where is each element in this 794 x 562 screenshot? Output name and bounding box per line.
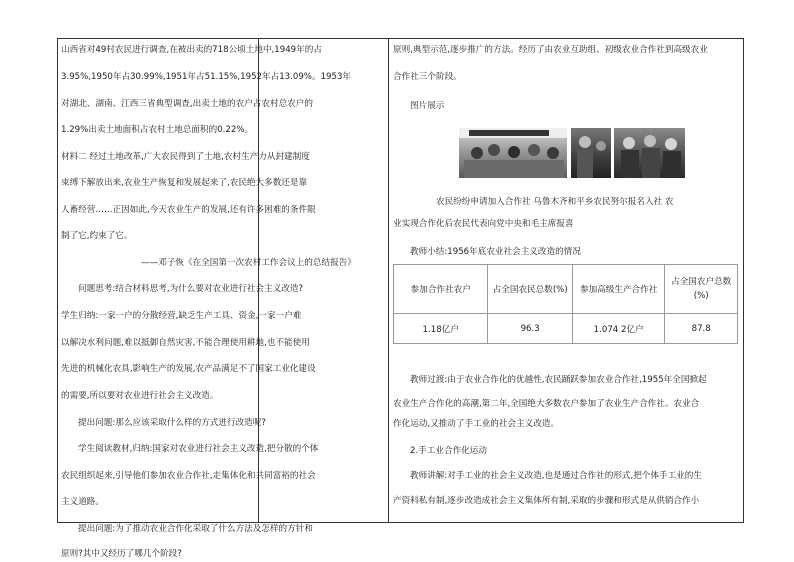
photo-farmer-delegates-art bbox=[614, 128, 685, 178]
right-line: 作化运动,又推动了手工业的社会主义改造。 bbox=[393, 419, 560, 429]
right-line: 教师讲解:对手工业的社会主义改造,也是通过合作社的形式,把个体手工业的生 bbox=[410, 471, 702, 481]
right-line: 原则,典型示范,逐步推广的方法。经历了由农业互助组、初级农业合作社到高级农业 bbox=[393, 45, 708, 55]
cooperative-table bbox=[393, 264, 738, 344]
left-line: 原则?其中又经历了哪几个阶段? bbox=[61, 549, 182, 559]
table-cell: 1.074 2亿户 bbox=[572, 314, 664, 344]
right-border bbox=[743, 38, 744, 523]
table-header-cell: 占全国农户总数(%) bbox=[665, 265, 738, 314]
table-header-cell: 占全国农民总数(%) bbox=[488, 265, 573, 314]
photo-urumqi-farmer bbox=[571, 128, 611, 178]
table-heading: 教师小结:1956年底农业社会主义改造的情况 bbox=[410, 247, 581, 257]
table-cell: 1.18亿户 bbox=[394, 314, 488, 344]
table-row bbox=[394, 314, 738, 344]
image-heading: 图片展示 bbox=[410, 101, 445, 111]
left-line: 农民组织起来,引导他们参加农业合作社,走集体化和共同富裕的社会 bbox=[61, 471, 316, 481]
left-line: 3.95%,1950年占30.99%,1951年占51.15%,1952年占13.09%。1953年 bbox=[61, 72, 352, 82]
left-line: 主义道路。 bbox=[61, 497, 104, 507]
bottom-border bbox=[258, 522, 744, 523]
photo-caption: 农民纷纷申请加入合作社 乌鲁木齐和平乡农民努尔报名入社 农 bbox=[436, 197, 674, 207]
photo-urumqi-farmer-art bbox=[571, 128, 611, 178]
left-line: 材料二 经过土地改革,广大农民得到了土地,农村生产力从封建制度 bbox=[61, 152, 310, 162]
right-line: 农业生产合作化的高潮,第二年,全国绝大多数农户参加了农业生产合作社。农业合 bbox=[393, 399, 700, 409]
photo-farmer-delegates bbox=[614, 128, 685, 178]
photo-farmers-applying bbox=[459, 128, 567, 178]
right-line: 产资料私有制,逐步改造成社会主义集体所有制,采取的步骤和形式是从供销合作小 bbox=[393, 496, 700, 506]
left-line: 问题思考:结合材料思考,为什么要对农业进行社会主义改造? bbox=[78, 284, 304, 294]
left-line: 对湖北、湖南、江西三省典型调查,出卖土地的农户占农村总农户的 bbox=[61, 99, 313, 109]
table-header-cell: 参加合作社农户 bbox=[394, 265, 488, 314]
table-header-row bbox=[394, 265, 738, 314]
left-line: 提出问题:那么应该采取什么样的方式进行改造呢? bbox=[78, 418, 266, 428]
table-cell: 96.3 bbox=[488, 314, 573, 344]
left-margin-divider bbox=[57, 38, 58, 523]
left-line: 提出问题:为了推动农业合作化采取了什么方法及怎样的方针和 bbox=[78, 524, 313, 534]
left-line: 学生阅读教材,归纳:国家对农业进行社会主义改造,把分散的个体 bbox=[78, 444, 319, 454]
left-line: 学生归纳:一家一户的分散经营,缺乏生产工具、资金,一家一户难 bbox=[61, 311, 302, 321]
photo-farmers-applying-art bbox=[459, 128, 567, 178]
left-bottom-border bbox=[57, 522, 259, 523]
right-line: 合作社三个阶段。 bbox=[393, 72, 462, 82]
right-line: 教师过渡:由于农业合作化的优越性,农民踊跃参加农业合作社,1955年全国掀起 bbox=[410, 375, 707, 385]
column-divider bbox=[388, 38, 389, 523]
left-line: 1.29%出卖土地面积占农村土地总面积的0.22%。 bbox=[61, 125, 254, 135]
left-top-border bbox=[57, 38, 259, 39]
left-line: 束缚下解放出来,农业生产恢复和发展起来了,农民绝大多数还是靠 bbox=[61, 178, 308, 188]
left-line: 制了它,约束了它。 bbox=[61, 231, 133, 241]
left-line: 山西省对49村农民进行调查,在被出卖的718公顷土地中,1949年的占 bbox=[61, 45, 322, 55]
table-cell: 87.8 bbox=[665, 314, 738, 344]
left-line: 以解决水利问题,难以抵御自然灾害,不能合理使用耕地,也不能使用 bbox=[61, 338, 310, 348]
left-line: 人畜经营……正因如此,今天农业生产的发展,还有许多困难的条件限 bbox=[61, 205, 316, 215]
citation-line: ——邓子恢《在全国第一次农村工作会议上的总结报告》 bbox=[141, 258, 356, 268]
left-line: 的需要,所以要对农业进行社会主义改造。 bbox=[61, 391, 219, 401]
table-header-cell: 参加高级生产合作社 bbox=[572, 265, 664, 314]
section-heading: 2.手工业合作化运动 bbox=[410, 446, 487, 456]
top-border bbox=[258, 38, 744, 39]
photo-caption: 业实现合作化后农民代表向党中央和毛主席报喜 bbox=[393, 219, 574, 229]
left-line: 先进的机械化农具,影响生产的发展,农产品满足不了国家工业化建设 bbox=[61, 364, 316, 374]
